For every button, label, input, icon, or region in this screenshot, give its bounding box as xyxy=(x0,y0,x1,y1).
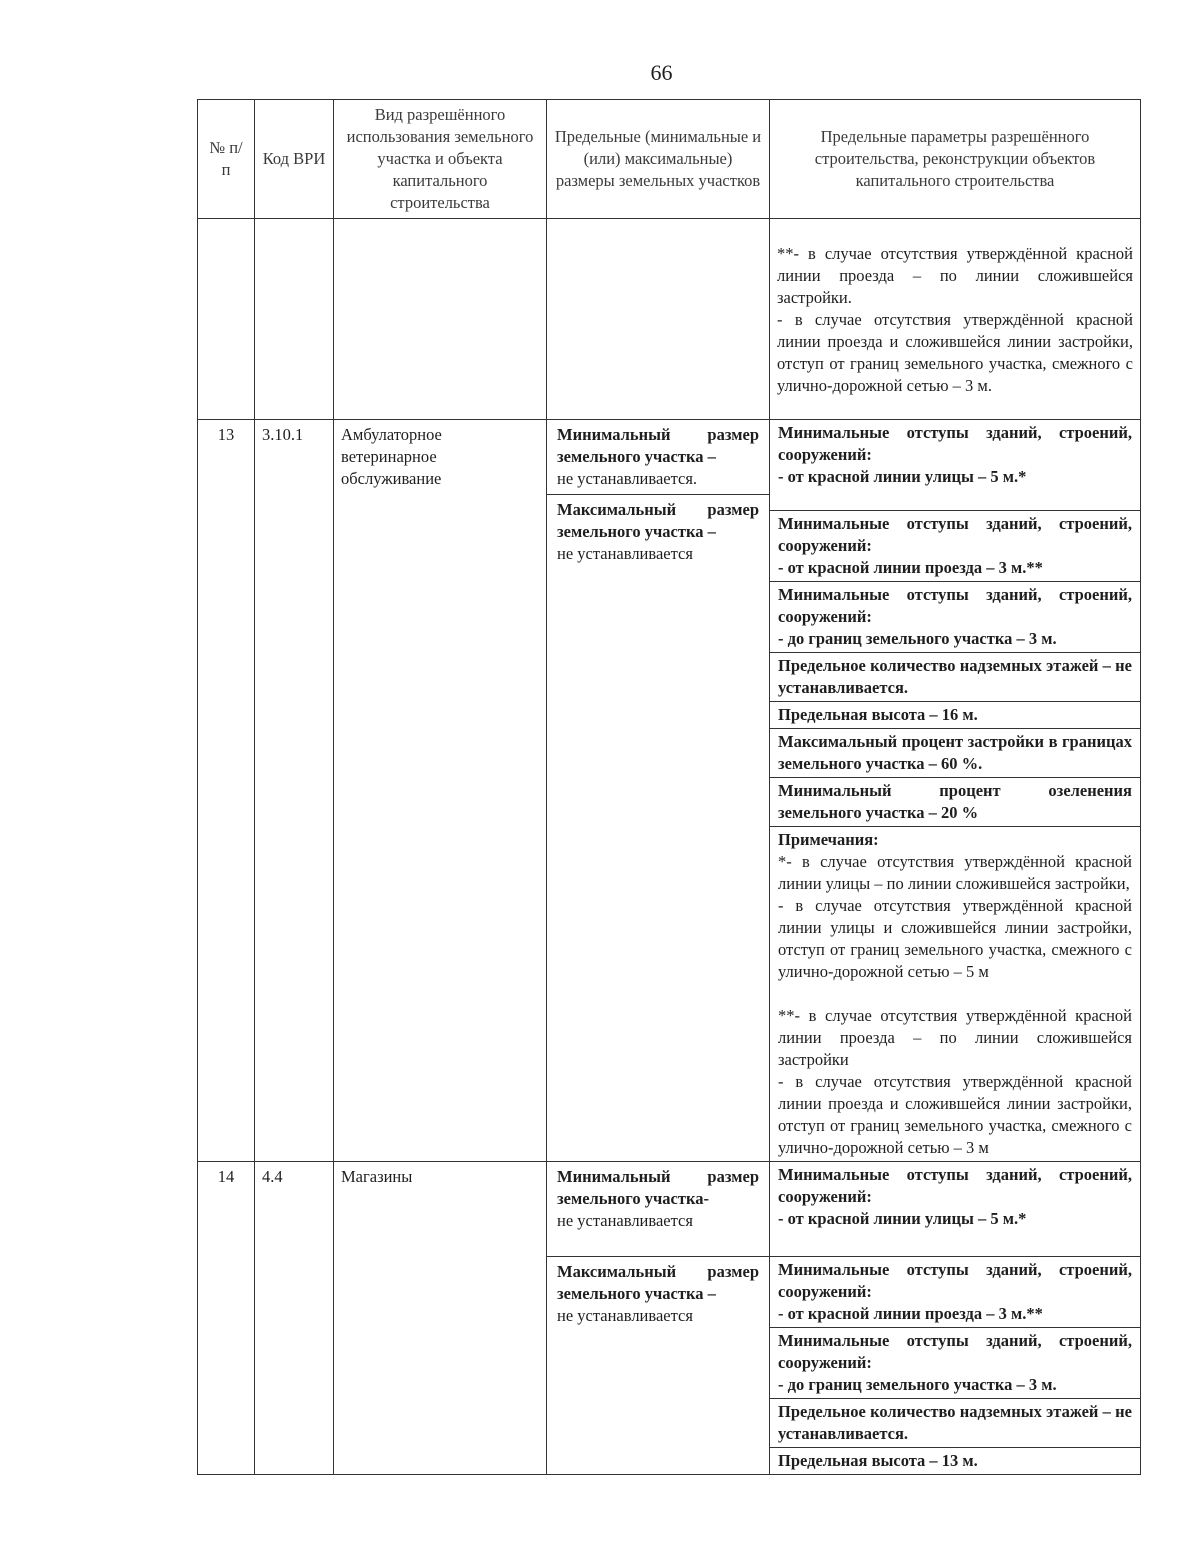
row-params xyxy=(770,1162,1141,1475)
min-size-label: Минимальный размер земельного участка- xyxy=(557,1167,759,1208)
param-setback-border-title: Минимальные отступы зданий, строений, сооружений: xyxy=(778,585,1132,626)
param-setback-passage-value: - от красной линии проезда – 3 м.** xyxy=(778,1304,1043,1323)
row-name: Магазины xyxy=(334,1162,547,1475)
table-row xyxy=(198,420,1141,1162)
max-size-label: Максимальный размер земельного участка – xyxy=(557,1262,759,1303)
continuation-row xyxy=(198,219,1141,420)
param-floors: Предельное количество надземных этажей – не устанавливается. xyxy=(770,653,1140,702)
header-row xyxy=(198,100,1141,219)
param-setback-border-title: Минимальные отступы зданий, строений, сооружений: xyxy=(778,1331,1132,1372)
note-2: - в случае отсутствия утверждённой красной линии улицы и сложившейся линии застройки, отступ от границ земельного участка, смежного с улично-дорожной сетью – 5 м xyxy=(778,896,1132,981)
header-sizes: Предельные (минимальные и (или) максимальные) размеры земельных участков xyxy=(547,100,770,219)
zoning-table xyxy=(197,99,1141,1475)
row-sizes xyxy=(547,420,770,1162)
row-code: 4.4 xyxy=(255,1162,334,1475)
param-height: Предельная высота – 16 м. xyxy=(770,702,1140,729)
min-size-value: не устанавливается. xyxy=(557,469,698,488)
param-height: Предельная высота – 13 м. xyxy=(778,1451,978,1470)
param-setback-passage-value: - от красной линии проезда – 3 м.** xyxy=(778,558,1043,577)
param-build-percent: Максимальный процент застройки в границах земельного участка – 60 %. xyxy=(770,729,1140,778)
min-size-value: не устанавливается xyxy=(557,1211,693,1230)
param-green-percent: Минимальный процент озеленения земельного участка – 20 % xyxy=(770,778,1140,827)
param-setback-street-title: Минимальные отступы зданий, строений, сооружений: xyxy=(778,1165,1132,1206)
header-num: № п/п xyxy=(198,100,255,219)
param-floors: Предельное количество надземных этажей – не устанавливается. xyxy=(770,1399,1140,1448)
continuation-note-2: - в случае отсутствия утверждённой красной линии проезда и сложившейся линии застройки, отступ от границ земельного участка, смежного с улично-дорожной сетью – 3 м. xyxy=(777,310,1133,395)
header-type: Вид разрешённого использования земельного участка и объекта капитального строительства xyxy=(334,100,547,219)
max-size-label: Максимальный размер земельного участка – xyxy=(557,500,759,541)
note-1: *- в случае отсутствия утверждённой красной линии улицы – по линии сложившейся застройки, xyxy=(778,852,1132,893)
row-num: 13 xyxy=(198,420,255,1162)
notes-title: Примечания: xyxy=(778,830,879,849)
param-setback-street-value: - от красной линии улицы – 5 м.* xyxy=(778,1209,1027,1228)
note-3: **- в случае отсутствия утверждённой красной линии проезда – по линии сложившейся застройки xyxy=(778,1006,1132,1069)
param-setback-border-value: - до границ земельного участка – 3 м. xyxy=(778,1375,1057,1394)
param-setback-street-value: - от красной линии улицы – 5 м.* xyxy=(778,467,1027,486)
param-setback-passage-title: Минимальные отступы зданий, строений, сооружений: xyxy=(778,514,1132,555)
row-params xyxy=(770,420,1141,1162)
row-num: 14 xyxy=(198,1162,255,1475)
header-code: Код ВРИ xyxy=(255,100,334,219)
min-size-label: Минимальный размер земельного участка – xyxy=(557,425,759,466)
row-sizes xyxy=(547,1162,770,1475)
param-setback-border-value: - до границ земельного участка – 3 м. xyxy=(778,629,1057,648)
continuation-note-1: **- в случае отсутствия утверждённой красной линии проезда – по линии сложившейся застройки. xyxy=(777,244,1133,307)
param-setback-passage-title: Минимальные отступы зданий, строений, сооружений: xyxy=(778,1260,1132,1301)
max-size-value: не устанавливается xyxy=(557,1306,693,1325)
page-number: 66 xyxy=(650,60,673,85)
note-4: - в случае отсутствия утверждённой красной линии проезда и сложившейся линии застройки, отступ от границ земельного участка, смежного с улично-дорожной сетью – 3 м xyxy=(778,1072,1132,1157)
table-row xyxy=(198,1162,1141,1475)
row-code: 3.10.1 xyxy=(255,420,334,1162)
header-params: Предельные параметры разрешённого строительства, реконструкции объектов капитального строительства xyxy=(770,100,1141,219)
row-name: Амбулаторное ветеринарное обслуживание xyxy=(334,420,547,1162)
max-size-value: не устанавливается xyxy=(557,544,693,563)
param-setback-street-title: Минимальные отступы зданий, строений, сооружений: xyxy=(778,423,1132,464)
